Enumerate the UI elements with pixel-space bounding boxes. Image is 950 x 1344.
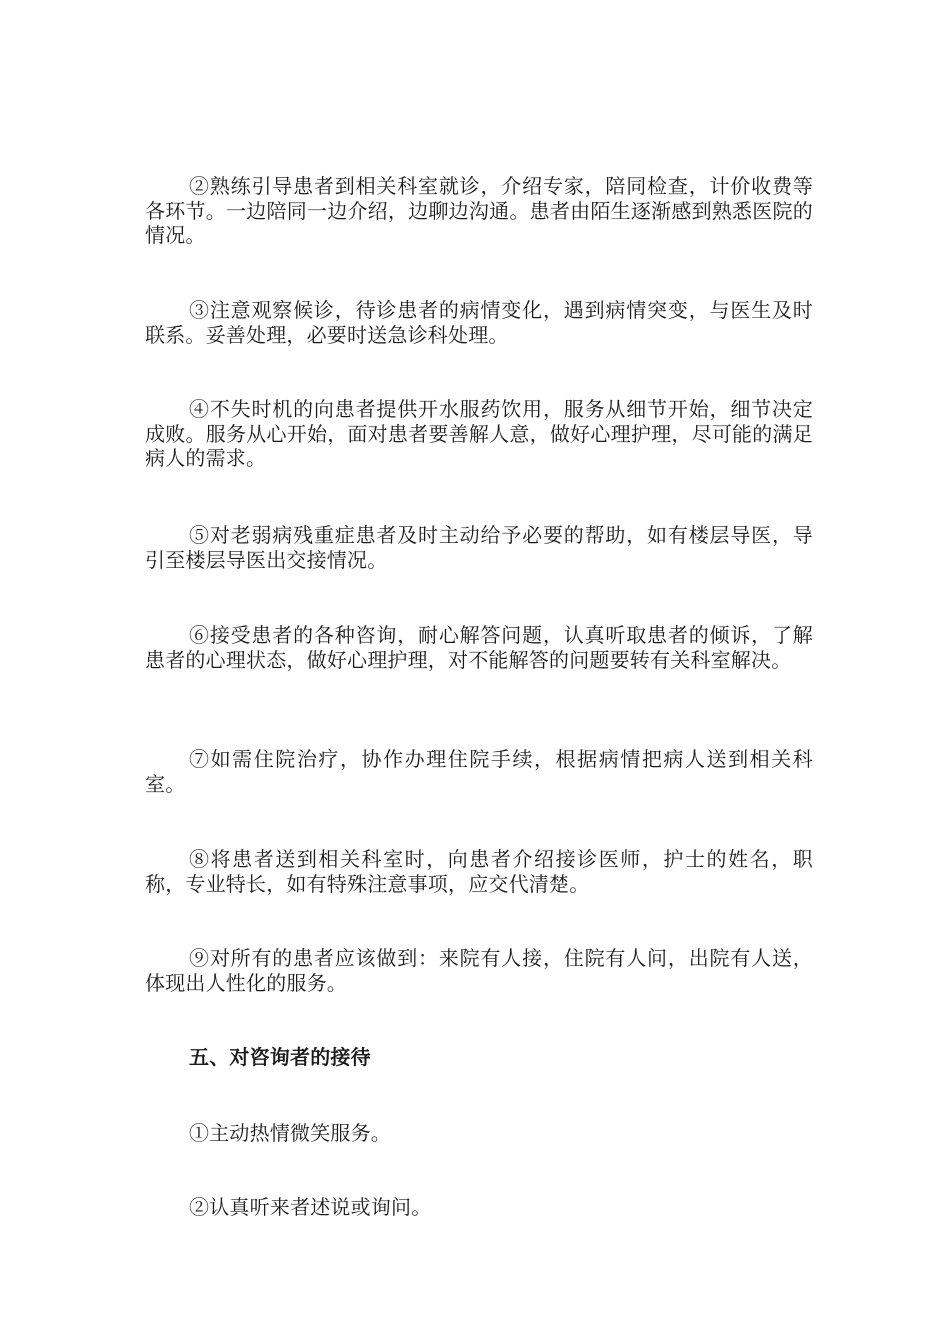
section-heading: 五、对咨询者的接待 <box>189 1045 371 1069</box>
paragraph-5: ⑤对老弱病残重症患者及时主动给予必要的帮助，如有楼层导医，导引至楼层导医出交接情况。 <box>145 523 813 572</box>
section-item-2: ②认真听来者述说或询问。 <box>189 1195 432 1219</box>
paragraph-7: ⑦如需住院治疗，协作办理住院手续，根据病情把病人送到相关科室。 <box>145 747 813 796</box>
paragraph-4: ④不失时机的向患者提供开水服药饮用，服务从细节开始，细节决定成败。服务从心开始，面对患者要善解人意，做好心理护理，尽可能的满足病人的需求。 <box>145 397 813 470</box>
paragraph-9: ⑨对所有的患者应该做到：来院有人接，住院有人问，出院有人送，体现出人性化的服务。 <box>145 946 813 995</box>
paragraph-6: ⑥接受患者的各种咨询，耐心解答问题，认真听取患者的倾诉，了解患者的心理状态，做好心理护理，对不能解答的问题要转有关科室解决。 <box>145 623 813 672</box>
paragraph-2: ②熟练引导患者到相关科室就诊，介绍专家，陪同检查，计价收费等各环节。一边陪同一边介绍，边聊边沟通。患者由陌生逐渐感到熟悉医院的情况。 <box>145 174 813 247</box>
paragraph-8: ⑧将患者送到相关科室时，向患者介绍接诊医师，护士的姓名，职称，专业特长，如有特殊注意事项，应交代清楚。 <box>145 847 813 896</box>
section-item-1: ①主动热情微笑服务。 <box>189 1121 391 1145</box>
paragraph-3: ③注意观察候诊，待诊患者的病情变化，遇到病情突变，与医生及时联系。妥善处理，必要时送急诊科处理。 <box>145 298 813 347</box>
